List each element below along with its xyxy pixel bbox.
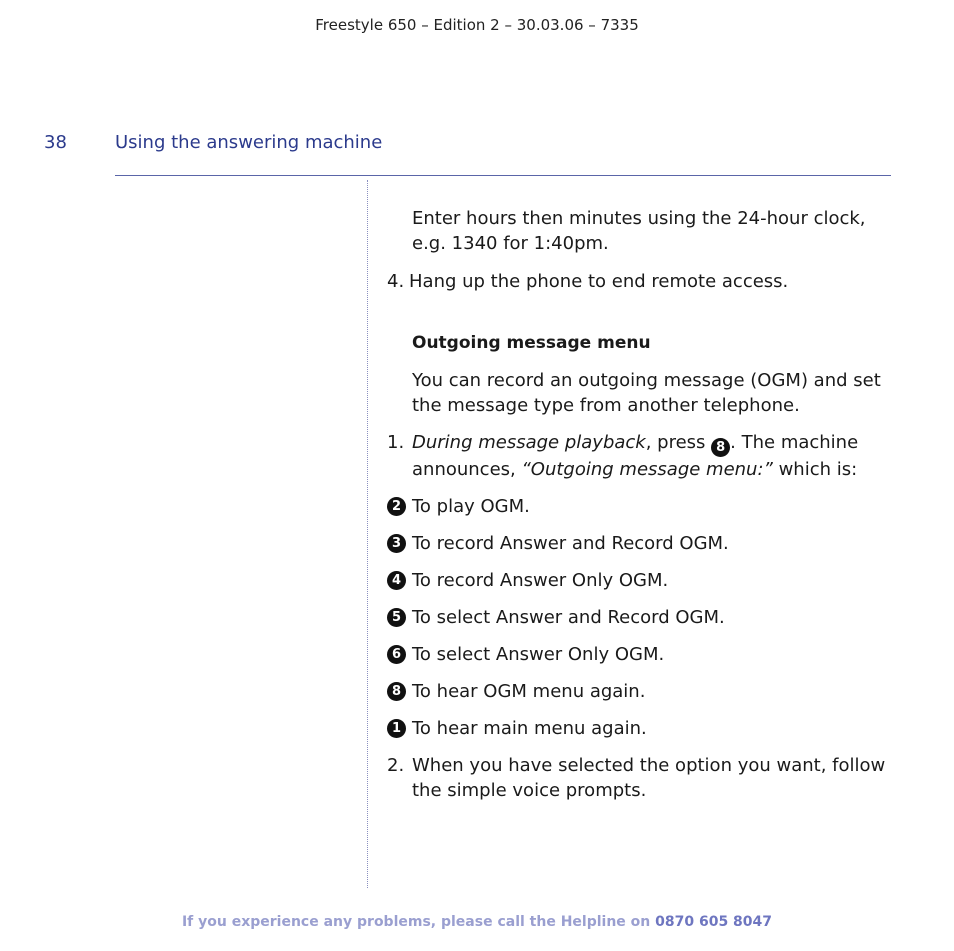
menu-item [387, 531, 887, 556]
menu-item-text: To record Answer Only OGM. [412, 570, 669, 591]
key-4-icon: 4 [387, 571, 406, 590]
step-text: Hang up the phone to end remote access. [409, 271, 789, 292]
step-number: 1. [387, 432, 405, 453]
step-number: 2. [387, 755, 405, 776]
key-8-icon: 8 [711, 438, 730, 457]
page-number: 38 [44, 132, 67, 153]
step-italic-lead: During message playback [412, 432, 646, 453]
menu-item [387, 679, 887, 704]
footer-text: If you experience any problems, please call the Helpline on [181, 914, 656, 930]
main-content [387, 206, 887, 803]
key-2-icon: 2 [387, 497, 406, 516]
step-text-c: which is: [772, 459, 858, 480]
ogm-intro: You can record an outgoing message (OGM) and set the message type from another telephone. [412, 370, 881, 416]
key-8-icon: 8 [387, 682, 406, 701]
menu-item [387, 642, 887, 667]
section-title: Using the answering machine [115, 132, 383, 153]
key-1-icon: 1 [387, 719, 406, 738]
menu-item [387, 568, 887, 593]
menu-item-text: To select Answer and Record OGM. [412, 607, 725, 628]
key-5-icon: 5 [387, 608, 406, 627]
menu-item-text: To select Answer Only OGM. [412, 644, 665, 665]
step-4 [387, 269, 887, 294]
time-instruction: Enter hours then minutes using the 24-hour clock, e.g. 1340 for 1:40pm. [412, 208, 866, 254]
menu-item-text: To hear main menu again. [412, 718, 647, 739]
helpline-number: 0870 605 8047 [655, 914, 773, 930]
step-italic-quote: “Outgoing message menu:” [521, 459, 773, 480]
step-1 [387, 430, 887, 482]
helpline-footer [0, 914, 954, 930]
menu-item-text: To play OGM. [412, 496, 530, 517]
key-6-icon: 6 [387, 645, 406, 664]
menu-item [387, 605, 887, 630]
step-text-b: . The machine announces, [412, 432, 859, 480]
menu-item-text: To record Answer and Record OGM. [412, 533, 729, 554]
column-divider [367, 180, 368, 888]
menu-item [387, 716, 887, 741]
menu-item [387, 494, 887, 519]
ogm-heading: Outgoing message menu [412, 333, 651, 353]
menu-item-text: To hear OGM menu again. [412, 681, 646, 702]
edition-header: Freestyle 650 – Edition 2 – 30.03.06 – 7335 [315, 16, 639, 34]
step-text-a: , press [645, 432, 712, 453]
key-3-icon: 3 [387, 534, 406, 553]
step-2 [387, 753, 887, 803]
header-rule [115, 175, 891, 176]
step-text: When you have selected the option you want, follow the simple voice prompts. [412, 755, 886, 801]
step-number: 4. [387, 271, 405, 292]
